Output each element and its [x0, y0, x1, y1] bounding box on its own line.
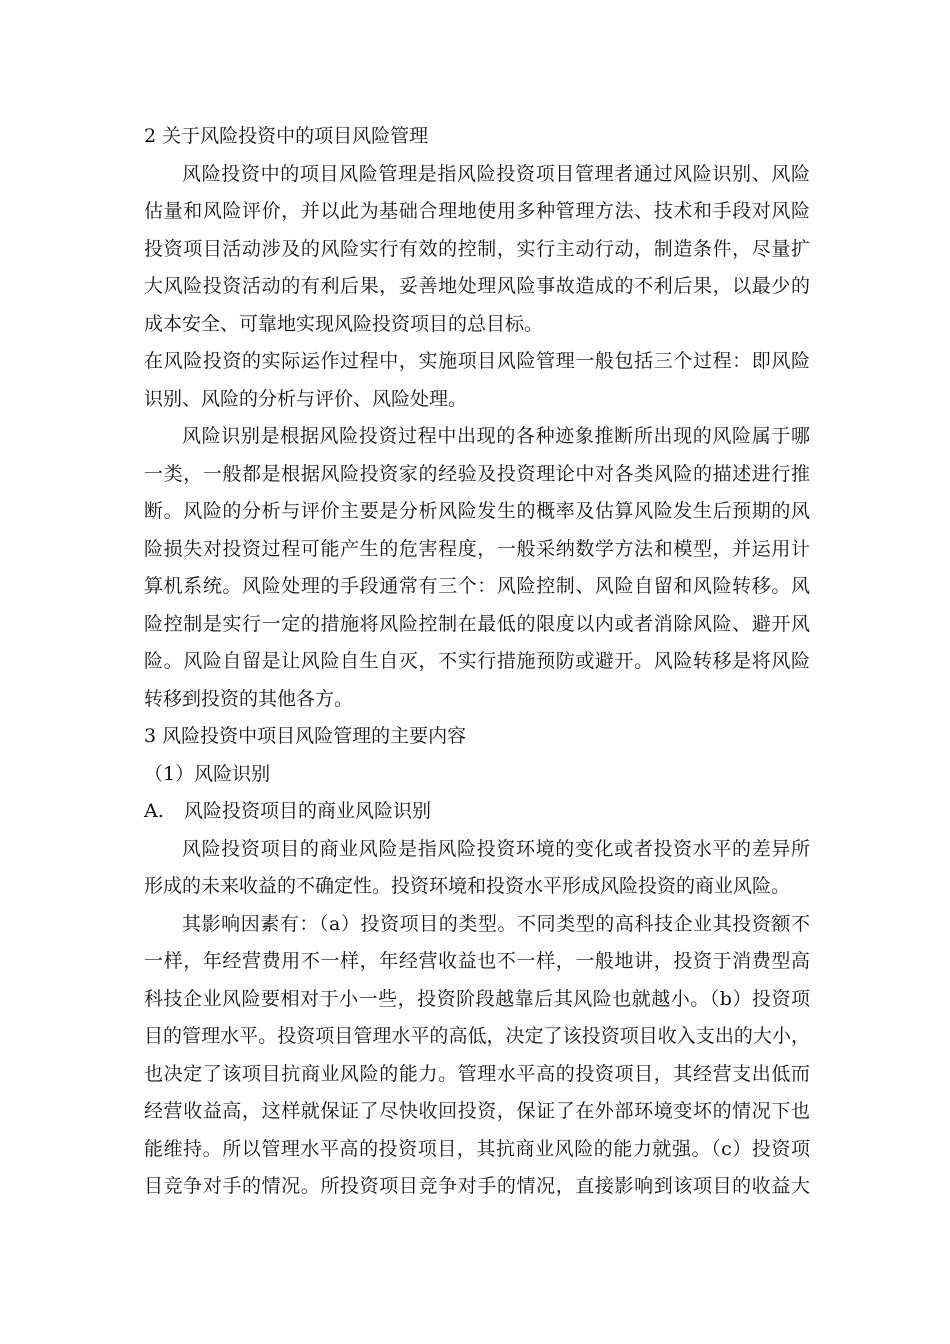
- paragraph-line: 投资项目活动涉及的风险实行有效的控制，实行主动行动，制造条件，尽量扩: [144, 237, 810, 260]
- paragraph-line: 科技企业风险要相对于小一些，投资阶段越靠后其风险也就越小。（b）投资项: [144, 987, 810, 1010]
- section-heading-text: 3 风险投资中项目风险管理的主要内容: [144, 725, 467, 747]
- paragraph-line: 风险投资项目的商业风险是指风险投资环境的变化或者投资水平的差异所: [182, 837, 810, 860]
- paragraph-line: 一样，年经营费用不一样，年经营收益也不一样，一般地讲，投资于消费型高: [144, 950, 810, 972]
- paragraph-line: 风险投资中的项目风险管理是指风险投资项目管理者通过风险识别、风险: [182, 162, 810, 185]
- section-heading: [144, 118, 810, 156]
- paragraph-line: 一类，一般都是根据风险投资家的经验及投资理论中对各类风险的描述进行推: [144, 462, 810, 485]
- paragraph-line: 断。风险的分析与评价主要是分析风险发生的概率及估算风险发生后预期的风: [144, 500, 810, 522]
- paragraph-line: 目的管理水平。投资项目管理水平的高低，决定了该投资项目收入支出的大小，: [144, 1025, 810, 1047]
- paragraph-line: 算机系统。风险处理的手段通常有三个：风险控制、风险自留和风险转移。风: [144, 575, 810, 597]
- paragraph-line: 险。风险自留是让风险自生自灭，不实行措施预防或避开。风险转移是将风险: [144, 650, 810, 672]
- paragraph-line: 大风险投资活动的有利后果，妥善地处理风险事故造成的不利后果，以最少的: [144, 275, 810, 297]
- paragraph-line: 成本安全、可靠地实现风险投资项目的总目标。: [144, 312, 544, 335]
- section-heading: [144, 718, 810, 756]
- item-heading: [144, 793, 810, 831]
- paragraph-line: 在风险投资的实际运作过程中，实施项目风险管理一般包括三个过程：即风险: [144, 350, 810, 372]
- paragraph-line: 目竞争对手的情况。所投资项目竞争对手的情况，直接影响到该项目的收益大: [144, 1175, 810, 1197]
- item-label: A.: [144, 800, 164, 822]
- paragraph-line: 险损失对投资过程可能产生的危害程度，一般采纳数学方法和模型，并运用计: [144, 537, 810, 560]
- paragraph-line: 经营收益高，这样就保证了尽快收回投资，保证了在外部环境变坏的情况下也: [144, 1100, 810, 1122]
- paragraph-line: 形成的未来收益的不确定性。投资环境和投资水平形成风险投资的商业风险。: [144, 875, 791, 897]
- item-heading-text: 风险投资项目的商业风险识别: [184, 800, 432, 822]
- paragraph-line: 识别、风险的分析与评价、风险处理。: [144, 387, 468, 410]
- paragraph-line: 其影响因素有：（a）投资项目的类型。不同类型的高科技企业其投资额不: [182, 912, 810, 935]
- paragraph-line: 风险识别是根据风险投资过程中出现的各种迹象推断所出现的风险属于哪: [182, 425, 810, 447]
- paragraph-line: 转移到投资的其他各方。: [144, 687, 354, 710]
- paragraph-line: 险控制是实行一定的措施将风险控制在最低的限度以内或者消除风险、避开风: [144, 612, 810, 635]
- paragraph-line: 估量和风险评价，并以此为基础合理地使用多种管理方法、技术和手段对风险: [144, 200, 810, 222]
- section-heading-text: 2 关于风险投资中的项目风险管理: [144, 125, 429, 147]
- document-body: [144, 118, 810, 1206]
- paragraph-line: 也决定了该项目抗商业风险的能力。管理水平高的投资项目，其经营支出低而: [144, 1062, 810, 1085]
- paragraph-line: 能维持。所以管理水平高的投资项目，其抗商业风险的能力就强。（c）投资项: [144, 1137, 810, 1160]
- subsection-heading: （1）风险识别: [144, 762, 271, 785]
